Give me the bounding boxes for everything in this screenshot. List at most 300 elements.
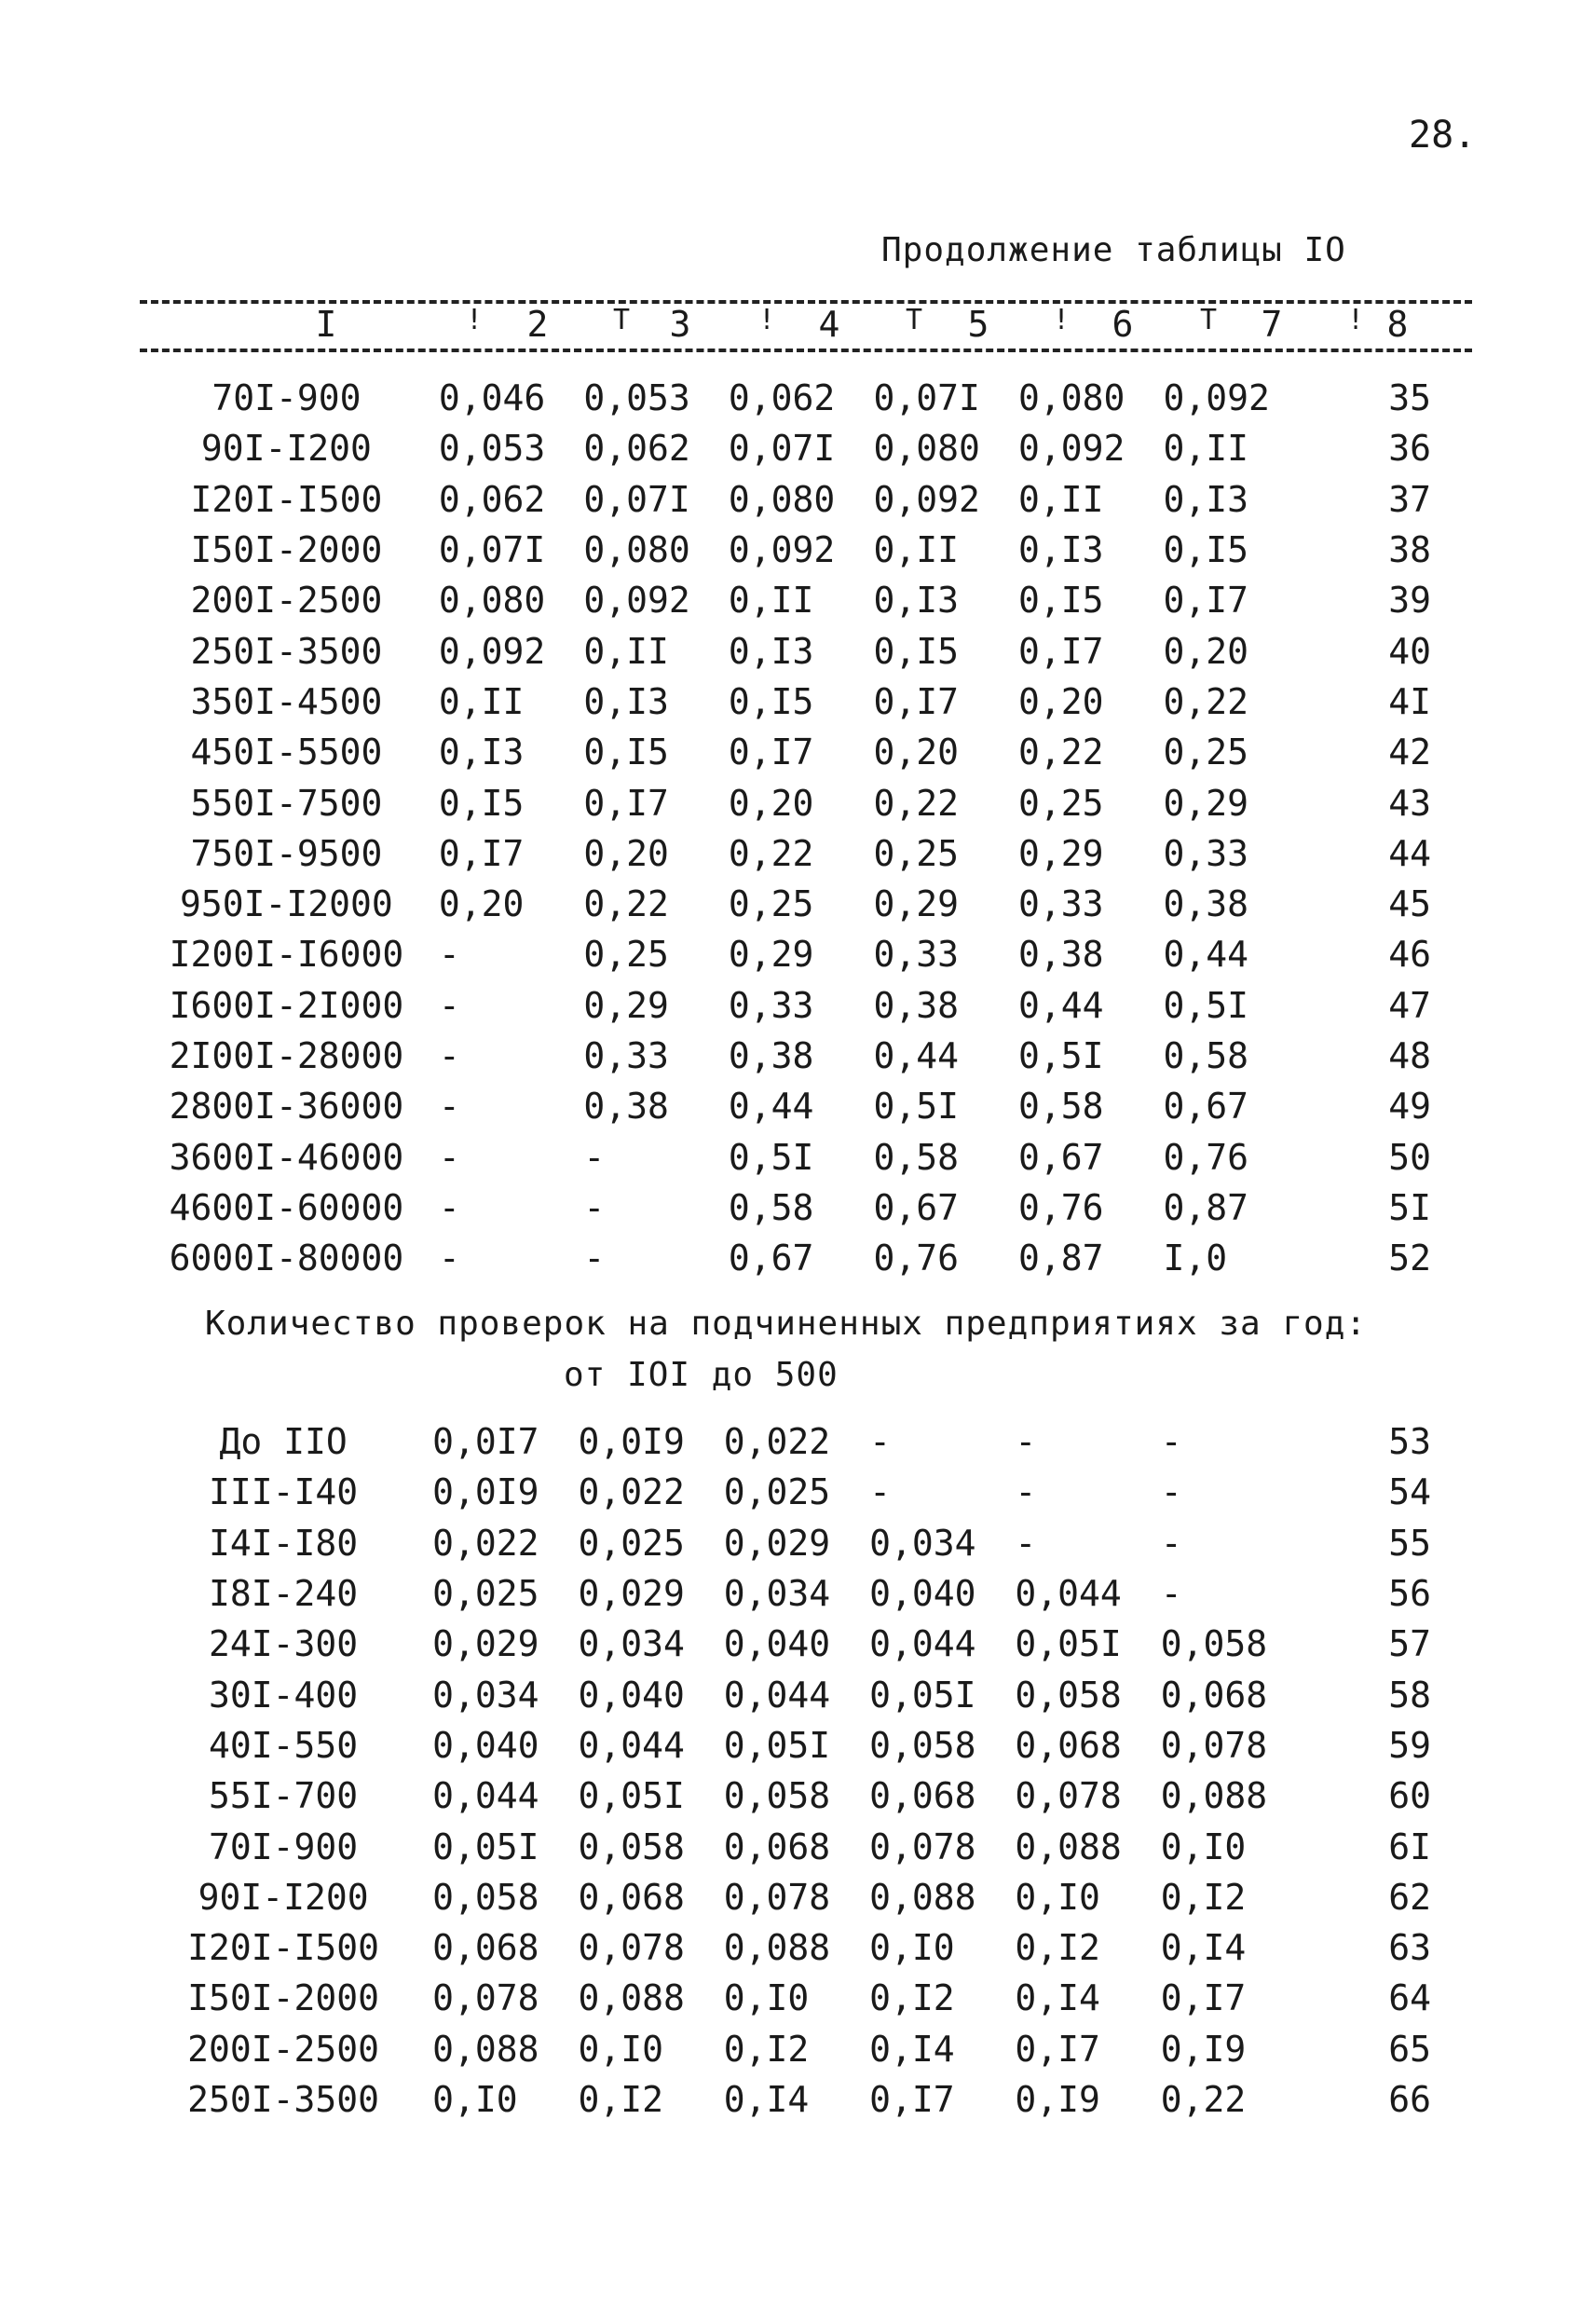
table-row xyxy=(140,373,1472,423)
row-range-cell: 55I-700 xyxy=(209,1775,359,1817)
value-cell: 0,088 xyxy=(1160,1775,1268,1817)
value-cell: 0,068 xyxy=(1160,1674,1268,1716)
row-number-cell: 56 xyxy=(1388,1573,1431,1615)
column-header-2: 2 xyxy=(526,304,549,345)
value-cell: 0,080 xyxy=(438,580,546,622)
value-cell: 0,07I xyxy=(873,377,980,419)
value-cell: - xyxy=(1160,1421,1182,1463)
row-number-cell: 60 xyxy=(1388,1775,1431,1817)
value-cell: 0,058 xyxy=(1015,1674,1122,1716)
row-range-cell: 6000I-80000 xyxy=(169,1238,404,1279)
value-cell: 0,29 xyxy=(873,883,959,925)
value-cell: 0,33 xyxy=(728,984,814,1026)
value-cell: 0,022 xyxy=(723,1421,831,1463)
table-row xyxy=(140,1619,1472,1669)
row-number-cell: 35 xyxy=(1388,377,1431,419)
column-separator: ! xyxy=(758,304,776,336)
value-cell: 0,078 xyxy=(578,1927,685,1969)
row-number-cell: 44 xyxy=(1388,832,1431,874)
value-cell: 0,22 xyxy=(728,832,814,874)
value-cell: 0,040 xyxy=(578,1674,685,1716)
row-range-cell: I50I-2000 xyxy=(190,529,383,571)
value-cell: 0,20 xyxy=(728,782,814,824)
row-number-cell: 58 xyxy=(1388,1674,1431,1716)
value-cell: 0,I7 xyxy=(1163,580,1249,622)
value-cell: 0,I5 xyxy=(873,630,959,672)
row-number-cell: 57 xyxy=(1388,1623,1431,1665)
value-cell: 0,20 xyxy=(438,883,525,925)
value-cell: 0,088 xyxy=(723,1927,831,1969)
column-separator: T xyxy=(1200,304,1218,336)
value-cell: 0,034 xyxy=(869,1522,976,1564)
value-cell: 0,088 xyxy=(432,2028,539,2070)
value-cell: - xyxy=(438,984,460,1026)
row-range-cell: 70I-900 xyxy=(211,377,361,419)
table-row xyxy=(140,1821,1472,1871)
table-row xyxy=(140,1568,1472,1619)
row-number-cell: 52 xyxy=(1388,1238,1431,1279)
table-row xyxy=(140,1518,1472,1568)
value-cell: 0,I0 xyxy=(1160,1826,1247,1867)
row-range-cell: 70I-900 xyxy=(209,1826,359,1867)
value-cell: 0,38 xyxy=(1018,934,1104,976)
value-cell: I,0 xyxy=(1163,1238,1228,1279)
row-number-cell: 43 xyxy=(1388,782,1431,824)
value-cell: 0,068 xyxy=(578,1876,685,1918)
value-cell: 0,080 xyxy=(728,478,836,520)
table-header xyxy=(0,304,1596,349)
header-bottom-rule xyxy=(140,349,1472,352)
row-range-cell: 750I-9500 xyxy=(190,832,383,874)
value-cell: 0,25 xyxy=(1163,732,1249,773)
table-row xyxy=(140,1922,1472,1973)
value-cell: 0,I7 xyxy=(438,832,525,874)
value-cell: 0,I0 xyxy=(432,2079,518,2120)
column-header-8: 8 xyxy=(1386,304,1409,345)
row-range-cell: I200I-I6000 xyxy=(169,934,404,976)
value-cell: 0,II xyxy=(873,529,959,571)
value-cell: 0,068 xyxy=(432,1927,539,1969)
table-row xyxy=(140,474,1472,525)
value-cell: 0,20 xyxy=(1018,680,1104,722)
value-cell: 0,029 xyxy=(432,1623,539,1665)
value-cell: 0,I7 xyxy=(583,782,669,824)
value-cell: 0,29 xyxy=(583,984,669,1026)
value-cell: 0,068 xyxy=(723,1826,831,1867)
value-cell: 0,I4 xyxy=(1160,1927,1247,1969)
value-cell: 0,07I xyxy=(583,478,690,520)
value-cell: 0,I2 xyxy=(1015,1927,1100,1969)
value-cell: 0,II xyxy=(438,680,525,722)
value-cell: 0,I5 xyxy=(583,732,669,773)
row-range-cell: До IIO xyxy=(219,1421,348,1463)
value-cell: - xyxy=(1015,1421,1037,1463)
row-range-cell: 200I-2500 xyxy=(187,2028,380,2070)
value-cell: 0,092 xyxy=(438,630,546,672)
table-row xyxy=(140,525,1472,575)
value-cell: 0,05I xyxy=(432,1826,539,1867)
column-header-1: I xyxy=(315,304,337,345)
value-cell: 0,029 xyxy=(578,1573,685,1615)
value-cell: - xyxy=(583,1136,606,1178)
value-cell: 0,058 xyxy=(869,1724,976,1766)
value-cell: 0,29 xyxy=(1163,782,1249,824)
value-cell: 0,088 xyxy=(578,1977,685,2019)
row-number-cell: 38 xyxy=(1388,529,1431,571)
value-cell: 0,I2 xyxy=(578,2079,663,2120)
value-cell: 0,I3 xyxy=(1163,478,1249,520)
row-range-cell: 90I-I200 xyxy=(200,428,372,470)
value-cell: 0,044 xyxy=(432,1775,539,1817)
value-cell: 0,05I xyxy=(723,1724,831,1766)
value-cell: 0,33 xyxy=(873,934,959,976)
value-cell: 0,088 xyxy=(869,1876,976,1918)
value-cell: 0,87 xyxy=(1018,1238,1104,1279)
table-row xyxy=(140,575,1472,625)
value-cell: 0,058 xyxy=(432,1876,539,1918)
column-header-4: 4 xyxy=(818,304,840,345)
value-cell: 0,044 xyxy=(1015,1573,1122,1615)
value-cell: 0,I3 xyxy=(873,580,959,622)
table-row xyxy=(140,1973,1472,2023)
value-cell: 0,092 xyxy=(728,529,836,571)
data-table-top xyxy=(140,373,1472,1283)
table-row xyxy=(140,1183,1472,1233)
table-row xyxy=(140,828,1472,879)
table-row xyxy=(140,1872,1472,1922)
value-cell: 0,22 xyxy=(1160,2079,1247,2120)
value-cell: 0,I3 xyxy=(438,732,525,773)
value-cell: 0,44 xyxy=(873,1035,959,1076)
row-range-cell: I4I-I80 xyxy=(209,1522,359,1564)
value-cell: 0,I4 xyxy=(1015,1977,1100,2019)
value-cell: 0,053 xyxy=(438,428,546,470)
row-number-cell: 48 xyxy=(1388,1035,1431,1076)
value-cell: 0,I5 xyxy=(1163,529,1249,571)
row-range-cell: 4600I-60000 xyxy=(169,1186,404,1228)
value-cell: 0,I9 xyxy=(1160,2028,1247,2070)
value-cell: 0,05I xyxy=(869,1674,976,1716)
table-row xyxy=(140,727,1472,777)
value-cell: 0,25 xyxy=(583,934,669,976)
value-cell: 0,I4 xyxy=(723,2079,810,2120)
value-cell: 0,I2 xyxy=(723,2028,810,2070)
data-table-bottom xyxy=(140,1416,1472,2125)
value-cell: 0,022 xyxy=(432,1522,539,1564)
row-number-cell: 62 xyxy=(1388,1876,1431,1918)
value-cell: 0,5I xyxy=(1163,984,1249,1026)
row-range-cell: 550I-7500 xyxy=(190,782,383,824)
value-cell: 0,044 xyxy=(869,1623,976,1665)
row-number-cell: 42 xyxy=(1388,732,1431,773)
section-heading: Количество проверок на подчиненных предприятиях за год: xyxy=(205,1305,1368,1343)
value-cell: 0,I4 xyxy=(869,2028,955,2070)
value-cell: 0,044 xyxy=(578,1724,685,1766)
table-row xyxy=(140,1467,1472,1517)
row-number-cell: 53 xyxy=(1388,1421,1431,1463)
column-separator: T xyxy=(906,304,923,336)
value-cell: - xyxy=(438,1186,460,1228)
row-number-cell: 59 xyxy=(1388,1724,1431,1766)
row-range-cell: 30I-400 xyxy=(209,1674,359,1716)
row-range-cell: III-I40 xyxy=(209,1471,359,1513)
value-cell: 0,034 xyxy=(432,1674,539,1716)
table-row xyxy=(140,1131,1472,1182)
value-cell: 0,29 xyxy=(1018,832,1104,874)
value-cell: 0,07I xyxy=(728,428,836,470)
value-cell: 0,38 xyxy=(1163,883,1249,925)
value-cell: 0,092 xyxy=(583,580,690,622)
value-cell: - xyxy=(1160,1573,1182,1615)
column-header-3: 3 xyxy=(669,304,691,345)
row-range-cell: 40I-550 xyxy=(209,1724,359,1766)
value-cell: 0,I7 xyxy=(1015,2028,1100,2070)
value-cell: 0,I5 xyxy=(728,680,814,722)
value-cell: 0,38 xyxy=(728,1035,814,1076)
value-cell: 0,58 xyxy=(873,1136,959,1178)
value-cell: 0,33 xyxy=(583,1035,669,1076)
value-cell: 0,078 xyxy=(1015,1775,1122,1817)
value-cell: 0,22 xyxy=(1018,732,1104,773)
value-cell: 0,20 xyxy=(583,832,669,874)
table-row xyxy=(140,777,1472,827)
value-cell: 0,II xyxy=(583,630,669,672)
row-range-cell: I20I-I500 xyxy=(190,478,383,520)
row-number-cell: 66 xyxy=(1388,2079,1431,2120)
value-cell: 0,040 xyxy=(723,1623,831,1665)
value-cell: 0,29 xyxy=(728,934,814,976)
row-number-cell: 49 xyxy=(1388,1086,1431,1128)
value-cell: 0,76 xyxy=(1018,1186,1104,1228)
value-cell: - xyxy=(438,1136,460,1178)
value-cell: 0,22 xyxy=(583,883,669,925)
value-cell: 0,II xyxy=(1163,428,1249,470)
value-cell: - xyxy=(583,1186,606,1228)
table-row xyxy=(140,1233,1472,1283)
row-number-cell: 5I xyxy=(1388,1186,1431,1228)
value-cell: 0,068 xyxy=(1015,1724,1122,1766)
value-cell: - xyxy=(583,1238,606,1279)
value-cell: 0,078 xyxy=(1160,1724,1268,1766)
row-range-cell: 90I-I200 xyxy=(198,1876,369,1918)
value-cell: 0,I7 xyxy=(728,732,814,773)
value-cell: 0,58 xyxy=(1163,1035,1249,1076)
table-row xyxy=(140,2074,1472,2125)
value-cell: 0,092 xyxy=(873,478,980,520)
row-range-cell: 2800I-36000 xyxy=(169,1086,404,1128)
row-number-cell: 40 xyxy=(1388,630,1431,672)
row-range-cell: 24I-300 xyxy=(209,1623,359,1665)
value-cell: 0,38 xyxy=(583,1086,669,1128)
value-cell: 0,092 xyxy=(1018,428,1125,470)
value-cell: 0,I0 xyxy=(869,1927,955,1969)
value-cell: 0,I2 xyxy=(1160,1876,1247,1918)
value-cell: 0,I5 xyxy=(1018,580,1104,622)
column-header-6: 6 xyxy=(1112,304,1134,345)
value-cell: 0,33 xyxy=(1018,883,1104,925)
value-cell: 0,058 xyxy=(578,1826,685,1867)
table-row xyxy=(140,423,1472,473)
value-cell: 0,44 xyxy=(1163,934,1249,976)
value-cell: 0,25 xyxy=(1018,782,1104,824)
value-cell: 0,088 xyxy=(1015,1826,1122,1867)
value-cell: 0,76 xyxy=(873,1238,959,1279)
value-cell: - xyxy=(438,1086,460,1128)
row-number-cell: 64 xyxy=(1388,1977,1431,2019)
value-cell: 0,080 xyxy=(1018,377,1125,419)
value-cell: 0,I0 xyxy=(578,2028,663,2070)
value-cell: 0,068 xyxy=(869,1775,976,1817)
table-row xyxy=(140,1669,1472,1719)
value-cell: - xyxy=(438,1238,460,1279)
value-cell: 0,I0 xyxy=(723,1977,810,2019)
value-cell: 0,I3 xyxy=(728,630,814,672)
row-range-cell: I50I-2000 xyxy=(187,1977,380,2019)
value-cell: - xyxy=(1160,1471,1182,1513)
value-cell: 0,44 xyxy=(728,1086,814,1128)
table-caption: Продолжение таблицы IO xyxy=(881,231,1346,269)
value-cell: 0,022 xyxy=(578,1471,685,1513)
row-number-cell: 37 xyxy=(1388,478,1431,520)
row-number-cell: 6I xyxy=(1388,1826,1431,1867)
value-cell: 0,040 xyxy=(432,1724,539,1766)
section-subheading: от IOI до 500 xyxy=(564,1356,839,1394)
value-cell: 0,07I xyxy=(438,529,546,571)
value-cell: - xyxy=(1015,1522,1037,1564)
value-cell: 0,22 xyxy=(873,782,959,824)
value-cell: 0,38 xyxy=(873,984,959,1026)
value-cell: 0,20 xyxy=(1163,630,1249,672)
value-cell: 0,053 xyxy=(583,377,690,419)
value-cell: 0,0I9 xyxy=(578,1421,685,1463)
table-row xyxy=(140,677,1472,727)
column-separator: ! xyxy=(1347,304,1365,336)
value-cell: 0,062 xyxy=(583,428,690,470)
value-cell: 0,080 xyxy=(583,529,690,571)
value-cell: - xyxy=(869,1471,891,1513)
value-cell: 0,025 xyxy=(432,1573,539,1615)
table-row xyxy=(140,879,1472,929)
value-cell: 0,87 xyxy=(1163,1186,1249,1228)
row-number-cell: 55 xyxy=(1388,1522,1431,1564)
value-cell: 0,092 xyxy=(1163,377,1270,419)
value-cell: 0,046 xyxy=(438,377,546,419)
row-range-cell: 200I-2500 xyxy=(190,580,383,622)
row-range-cell: 450I-5500 xyxy=(190,732,383,773)
column-header-7: 7 xyxy=(1261,304,1283,345)
value-cell: 0,67 xyxy=(728,1238,814,1279)
row-range-cell: I8I-240 xyxy=(209,1573,359,1615)
value-cell: 0,I5 xyxy=(438,782,525,824)
value-cell: 0,034 xyxy=(578,1623,685,1665)
column-separator: ! xyxy=(466,304,484,336)
value-cell: 0,I2 xyxy=(869,1977,955,2019)
row-range-cell: 2I00I-28000 xyxy=(169,1035,404,1076)
value-cell: 0,20 xyxy=(873,732,959,773)
value-cell: 0,058 xyxy=(723,1775,831,1817)
value-cell: 0,058 xyxy=(1160,1623,1268,1665)
value-cell: 0,67 xyxy=(873,1186,959,1228)
row-number-cell: 65 xyxy=(1388,2028,1431,2070)
row-number-cell: 63 xyxy=(1388,1927,1431,1969)
value-cell: 0,33 xyxy=(1163,832,1249,874)
column-separator: T xyxy=(613,304,631,336)
value-cell: 0,I7 xyxy=(1018,630,1104,672)
row-range-cell: 350I-4500 xyxy=(190,680,383,722)
value-cell: 0,22 xyxy=(1163,680,1249,722)
value-cell: 0,58 xyxy=(1018,1086,1104,1128)
row-number-cell: 39 xyxy=(1388,580,1431,622)
table-row xyxy=(140,1031,1472,1081)
page-number: 28. xyxy=(1409,114,1477,157)
row-range-cell: 950I-I2000 xyxy=(180,883,393,925)
table-row xyxy=(140,1771,1472,1821)
value-cell: - xyxy=(438,934,460,976)
value-cell: 0,029 xyxy=(723,1522,831,1564)
value-cell: - xyxy=(869,1421,891,1463)
row-range-cell: 250I-3500 xyxy=(187,2079,380,2120)
row-number-cell: 45 xyxy=(1388,883,1431,925)
value-cell: 0,062 xyxy=(728,377,836,419)
value-cell: 0,25 xyxy=(728,883,814,925)
row-range-cell: 3600I-46000 xyxy=(169,1136,404,1178)
table-row xyxy=(140,1081,1472,1131)
row-range-cell: I600I-2I000 xyxy=(169,984,404,1026)
column-separator: ! xyxy=(1053,304,1071,336)
value-cell: 0,I7 xyxy=(1160,1977,1247,2019)
value-cell: - xyxy=(438,1035,460,1076)
value-cell: 0,67 xyxy=(1163,1086,1249,1128)
table-row xyxy=(140,1720,1472,1771)
table-row xyxy=(140,929,1472,979)
value-cell: 0,I0 xyxy=(1015,1876,1100,1918)
value-cell: 0,I7 xyxy=(869,2079,955,2120)
value-cell: 0,0I9 xyxy=(432,1471,539,1513)
value-cell: 0,025 xyxy=(723,1471,831,1513)
table-row xyxy=(140,1416,1472,1467)
value-cell: 0,I3 xyxy=(583,680,669,722)
value-cell: 0,078 xyxy=(432,1977,539,2019)
value-cell: - xyxy=(1015,1471,1037,1513)
row-range-cell: 250I-3500 xyxy=(190,630,383,672)
value-cell: 0,034 xyxy=(723,1573,831,1615)
value-cell: 0,078 xyxy=(869,1826,976,1867)
value-cell: 0,080 xyxy=(873,428,980,470)
value-cell: - xyxy=(1160,1522,1182,1564)
value-cell: 0,58 xyxy=(728,1186,814,1228)
value-cell: 0,040 xyxy=(869,1573,976,1615)
value-cell: 0,062 xyxy=(438,478,546,520)
row-number-cell: 46 xyxy=(1388,934,1431,976)
row-range-cell: I20I-I500 xyxy=(187,1927,380,1969)
value-cell: 0,0I7 xyxy=(432,1421,539,1463)
row-number-cell: 54 xyxy=(1388,1471,1431,1513)
table-row xyxy=(140,625,1472,676)
value-cell: 0,05I xyxy=(578,1775,685,1817)
value-cell: 0,5I xyxy=(728,1136,814,1178)
value-cell: 0,5I xyxy=(873,1086,959,1128)
value-cell: 0,44 xyxy=(1018,984,1104,1026)
value-cell: 0,25 xyxy=(873,832,959,874)
value-cell: 0,II xyxy=(1018,478,1104,520)
table-row xyxy=(140,2024,1472,2074)
value-cell: 0,5I xyxy=(1018,1035,1104,1076)
value-cell: 0,025 xyxy=(578,1522,685,1564)
row-number-cell: 47 xyxy=(1388,984,1431,1026)
value-cell: 0,I9 xyxy=(1015,2079,1100,2120)
row-number-cell: 36 xyxy=(1388,428,1431,470)
value-cell: 0,078 xyxy=(723,1876,831,1918)
